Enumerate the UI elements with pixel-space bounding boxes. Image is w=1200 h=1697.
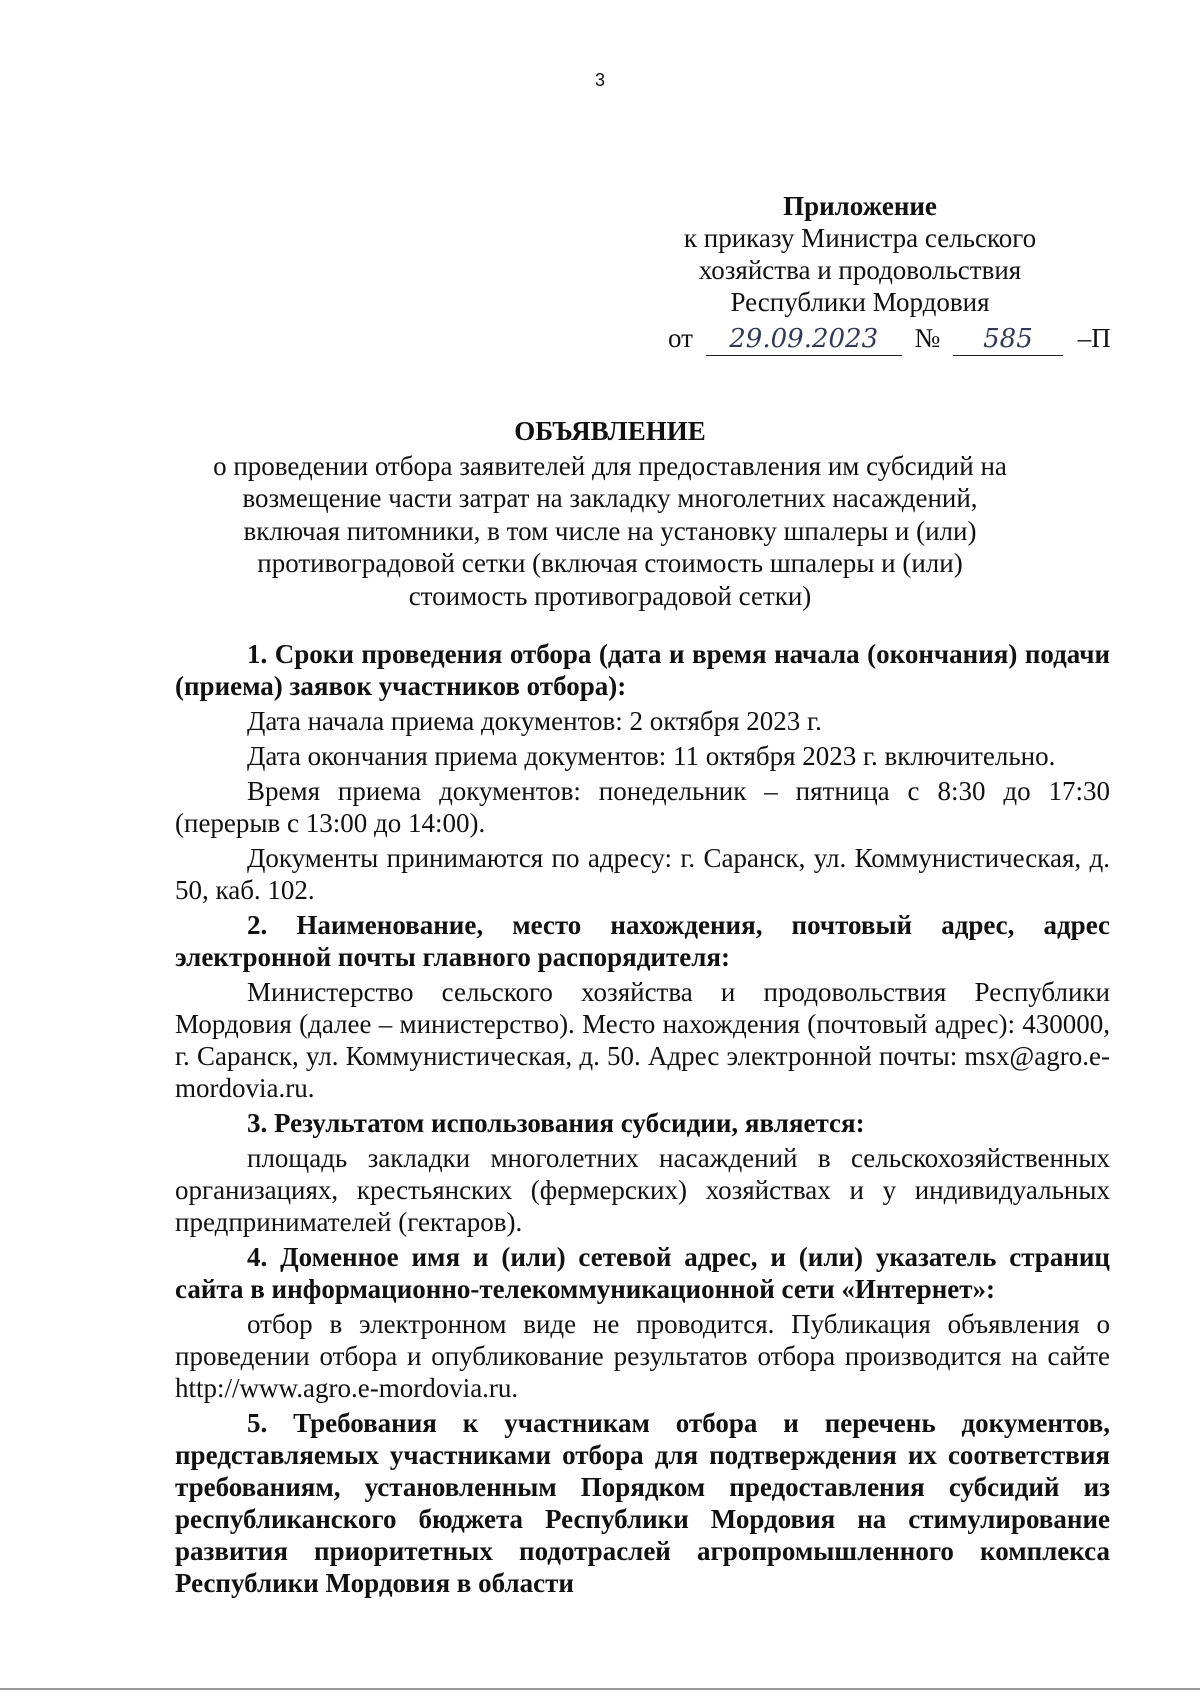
order-suffix: –П [1077,323,1111,353]
appendix-line-2: хозяйства и продовольствия [698,255,1022,285]
appendix-block [660,190,1060,318]
section-1-heading: 1. Сроки проведения отбора (дата и время начала (окончания) подачи (приема) заявок участников отбора): [175,639,1110,701]
section-1-paragraph-3: Время приема документов: понедельник – пятница с 8:30 до 17:30 (перерыв с 13:00 до 14:00). [175,776,1110,838]
page-number: 3 [594,70,605,90]
announcement-heading: ОБЪЯВЛЕНИЕ [514,416,706,446]
section-1-paragraph-1: Дата начала приема документов: 2 октября 2023 г. [247,706,822,736]
section-2-heading: 2. Наименование, место нахождения, почтовый адрес, адрес электронной почты главного распорядителя: [175,910,1110,972]
document-body [175,638,1110,1602]
appendix-title: Приложение [783,191,937,221]
announcement-subtitle: о проведении отбора заявителей для предоставления им субсидий на возмещение части затрат на закладку многолетних насаждений, включая питомники, в том числе на установку шпалеры и (или) противоградовой сетки (включая стоимость шпалеры и (или) стоимость противоградовой сетки) [213,450,1007,611]
section-2-paragraph-1: Министерство сельского хозяйства и продовольствия Республики Мордовия (далее – министерство). Место нахождения (почтовый адрес): 430000, г. Саранск, ул. Коммунистическая, д. 50. Адрес электронной почты: msx@agro.e-mordovia.ru. [175,977,1110,1103]
section-4-heading: 4. Доменное имя и (или) сетевой адрес, и (или) указатель страниц сайта в информационно-телекоммуникационной сети «Интернет»: [175,1242,1110,1304]
section-5-heading: 5. Требования к участникам отбора и перечень документов, представляемых участниками отбора для подтверждения их соответствия требованиям, установленным Порядком предоставления субсидий из республиканского бюджета Республики Мордовия на стимулирование развития приоритетных подотраслей агропромышленного комплекса Республики Мордовия в области [175,1408,1110,1598]
section-3-paragraph-1: площадь закладки многолетних насаждений в сельскохозяйственных организациях, крестьянских (фермерских) хозяйствах и у индивидуальных предпринимателей (гектаров). [175,1143,1110,1237]
from-label: от [668,323,693,353]
appendix-line-3: Республики Мордовия [730,287,990,317]
scan-edge-line [0,1688,1200,1690]
appendix-line-1: к приказу Министра сельского [683,223,1037,253]
number-sign: № [914,323,941,353]
handwritten-date: 29.09.2023 [706,323,902,356]
section-3-heading: 3. Результатом использования субсидии, является: [247,1108,865,1138]
handwritten-number: 585 [953,323,1063,356]
announcement-title-block [200,415,1020,612]
section-1-paragraph-2: Дата окончания приема документов: 11 октября 2023 г. включительно. [247,741,1056,771]
order-date-number-line [668,322,1111,356]
section-4-paragraph-1: отбор в электронном виде не проводится. Публикация объявления о проведении отбора и опубликование результатов отбора производится на сайте http://www.agro.e-mordovia.ru. [175,1309,1110,1403]
section-1-paragraph-4: Документы принимаются по адресу: г. Саранск, ул. Коммунистическая, д. 50, каб. 102. [175,843,1110,905]
